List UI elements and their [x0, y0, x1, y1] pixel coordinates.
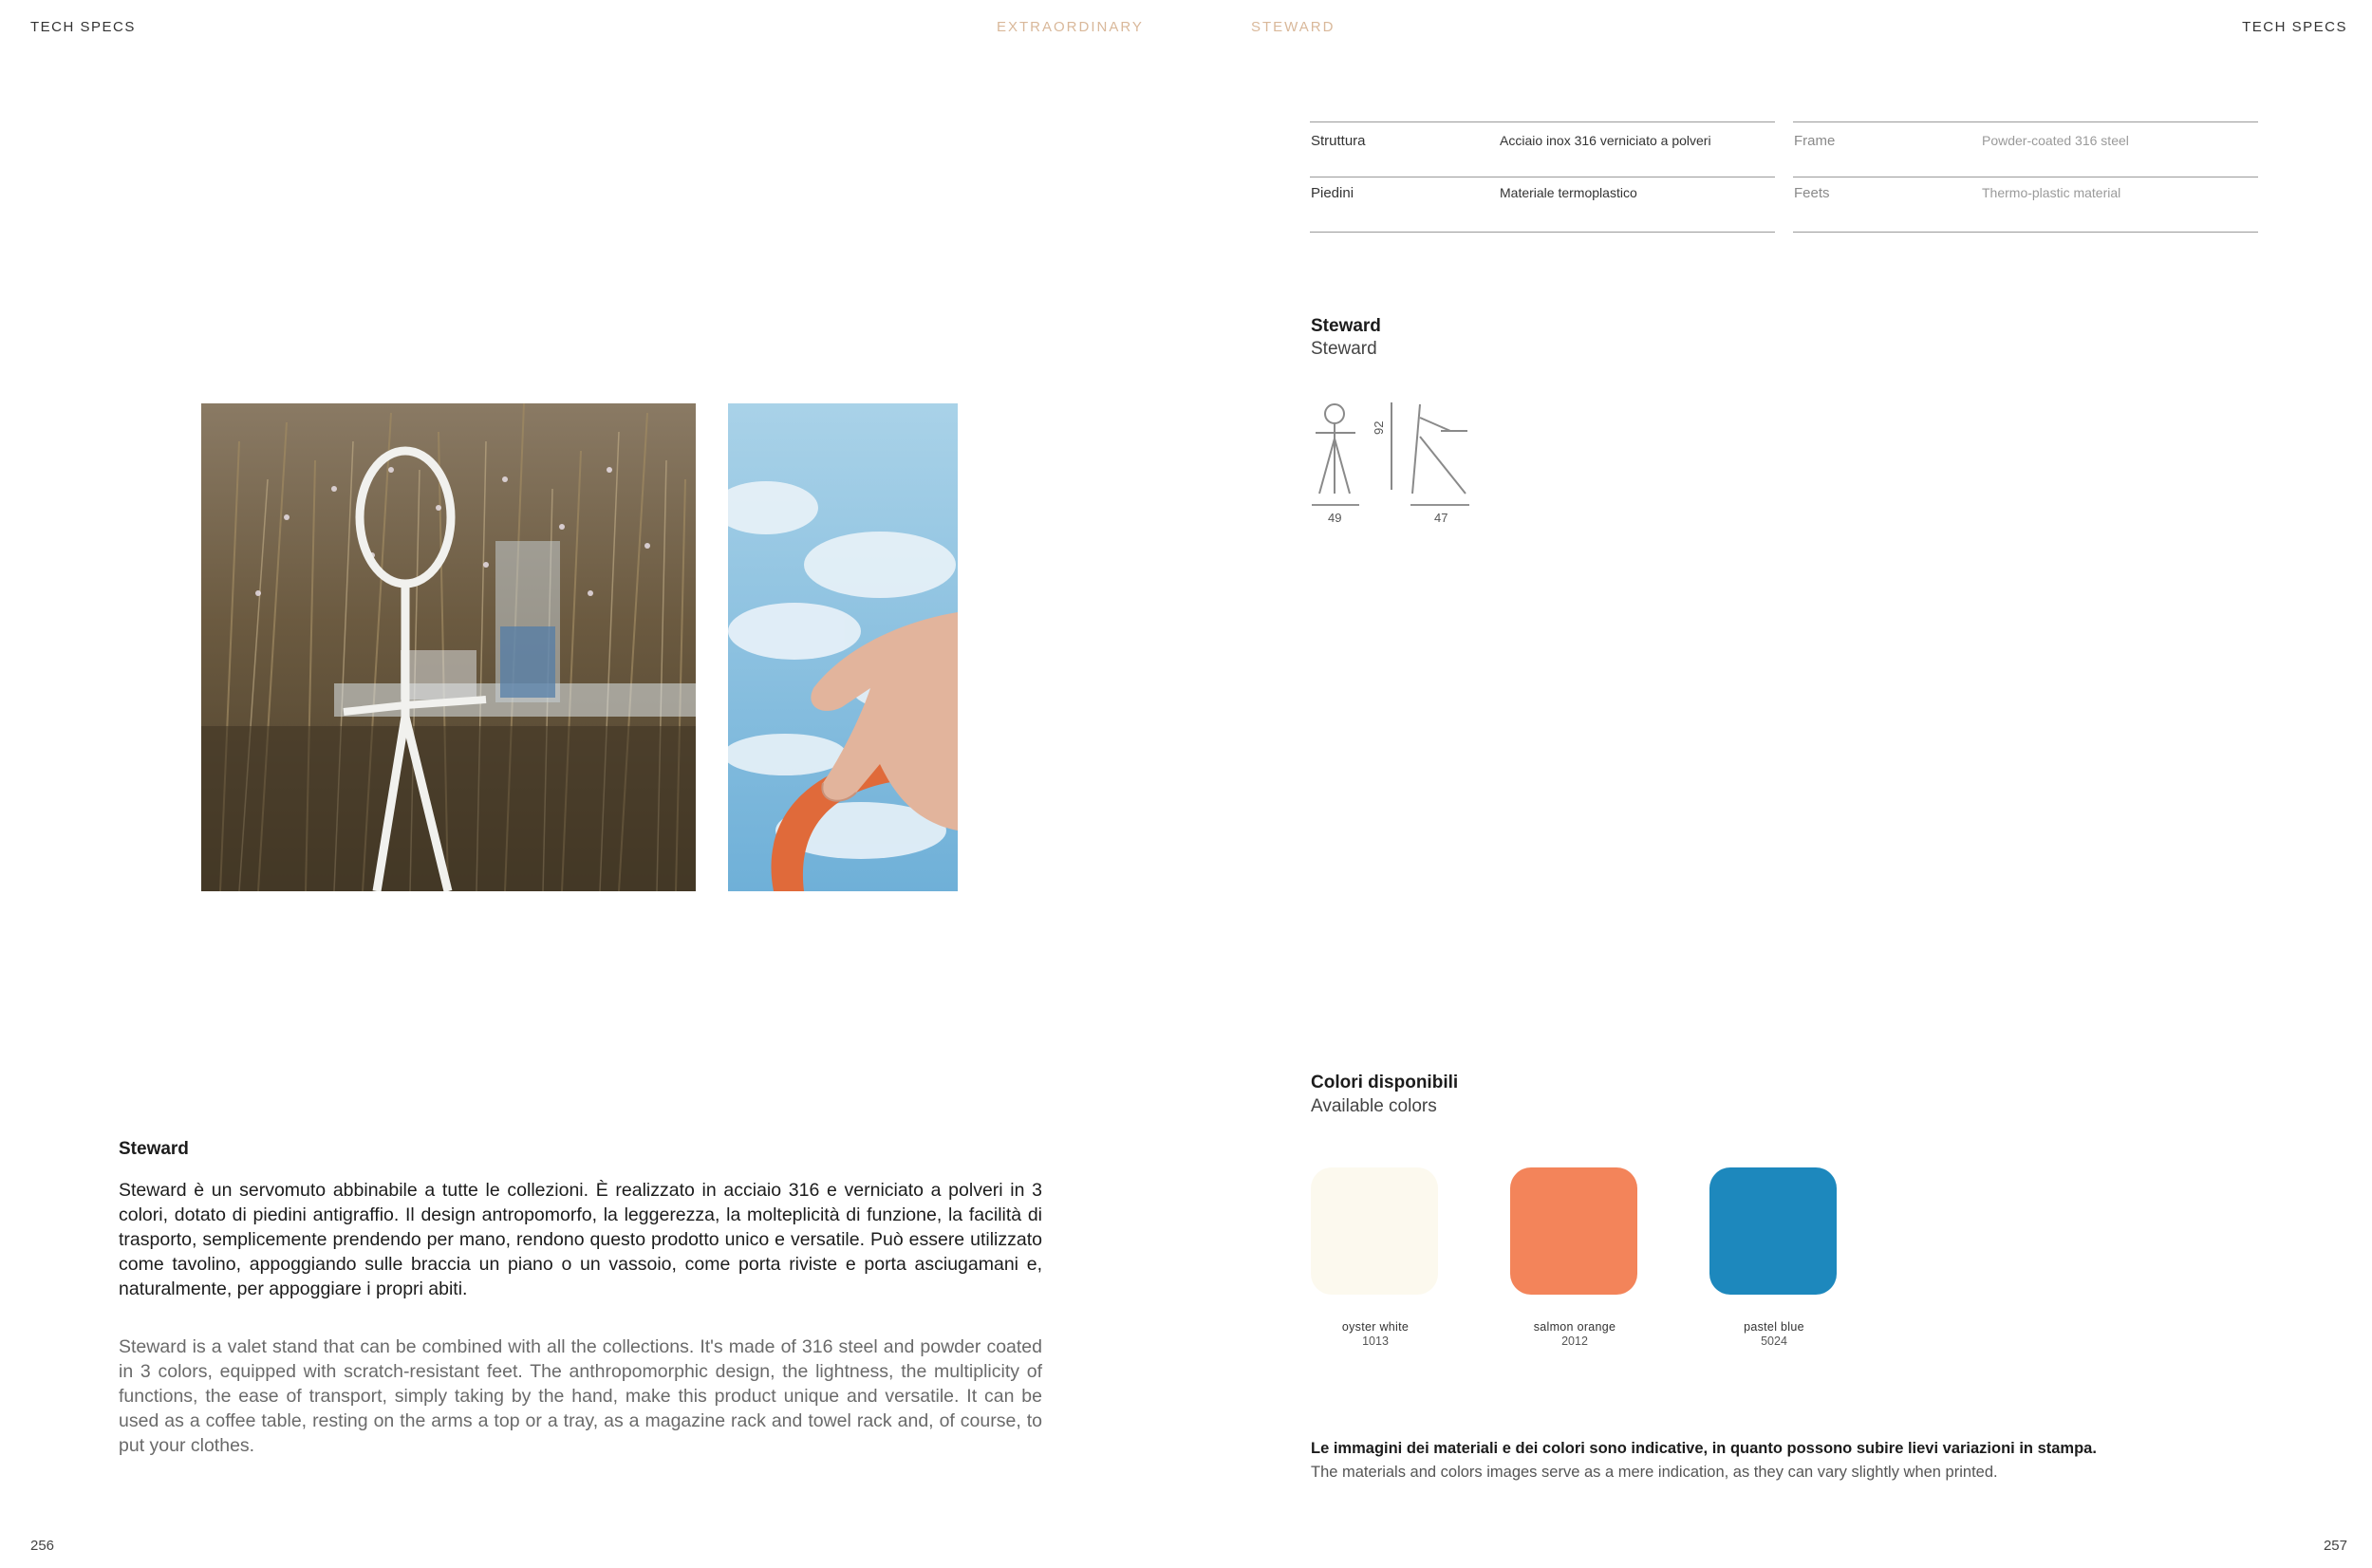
spec-label-frame-it: Struttura: [1311, 133, 1366, 149]
height-value: 92: [1372, 420, 1386, 435]
disclaimer-italian: Le immagini dei materiali e dei colori sono indicative, in quanto possono subire lievi variazioni in stampa.: [1311, 1440, 2097, 1457]
spec-value-feet-en: Thermo-plastic material: [1982, 185, 2121, 200]
swatch-salmon-orange: [1510, 1167, 1637, 1295]
running-header-right: TECH SPECS: [2242, 19, 2347, 35]
spec-label-frame-en: Frame: [1794, 133, 1836, 149]
page-number-left: 256: [30, 1538, 55, 1554]
swatch-name: salmon orange: [1533, 1320, 1616, 1334]
colors-title-en: Available colors: [1311, 1096, 1437, 1116]
depth-value: 47: [1434, 511, 1448, 525]
description-title: Steward: [119, 1139, 189, 1159]
spec-value-frame-en: Powder-coated 316 steel: [1982, 133, 2129, 148]
swatch-code: 2012: [1561, 1335, 1588, 1348]
spec-value-feet-it: Materiale termoplastico: [1500, 185, 1637, 200]
page-number-right: 257: [2323, 1538, 2347, 1554]
width-value: 49: [1328, 511, 1342, 525]
spec-rule: [1793, 121, 2258, 122]
colors-title-it: Colori disponibili: [1311, 1073, 1459, 1092]
disclaimer-english: The materials and colors images serve as a mere indication, as they can vary slightly when printed.: [1311, 1464, 1998, 1481]
swatch-name: pastel blue: [1744, 1320, 1804, 1334]
garden-product-photo: [201, 403, 696, 891]
product-name-it: Steward: [1311, 316, 1381, 336]
section-label: EXTRAORDINARY: [997, 19, 1144, 35]
spec-label-feet-en: Feets: [1794, 185, 1830, 201]
swatch-pastel-blue: [1709, 1167, 1837, 1295]
running-header-left: TECH SPECS: [30, 19, 136, 35]
spec-rule: [1793, 232, 2258, 233]
spec-label-feet-it: Piedini: [1311, 185, 1354, 201]
description-italian: Steward è un servomuto abbinabile a tutte le collezioni. È realizzato in acciaio 316 e verniciato a polveri in 3 colori, dotato di piedini antigraffio. Il design antropomorfo, la leggerezza, la molteplicità di funzione, la facilità di trasporto, semplicemente prendendo per mano, rendono questo prodotto unico e versatile. Può essere utilizzato come tavolino, appoggiando sulle braccia un piano o un vassoio, come porta riviste e porta asciugamani e, naturalmente, per appoggiare i propri abiti.: [119, 1180, 1042, 1299]
spec-rule: [1310, 232, 1775, 233]
steward-dimension-diagram: [1308, 399, 1479, 517]
spec-value-frame-it: Acciaio inox 316 verniciato a polveri: [1500, 133, 1711, 148]
swatch-oyster-white: [1311, 1167, 1438, 1295]
hand-photo-image: [728, 403, 958, 891]
garden-photo-image: [201, 403, 696, 891]
product-label: STEWARD: [1251, 19, 1335, 35]
swatch-code: 1013: [1362, 1335, 1389, 1348]
swatch-code: 5024: [1761, 1335, 1787, 1348]
spec-rule: [1310, 121, 1775, 122]
product-name-en: Steward: [1311, 339, 1377, 359]
swatch-name: oyster white: [1341, 1320, 1410, 1334]
description-english: Steward is a valet stand that can be combined with all the collections. It's made of 316 steel and powder coated in 3 colors, equipped with scratch-resistant feet. The anthropomorphic design, the lightness, the multiplicity of functions, the ease of transport, simply taking by the hand, make this product unique and versatile. It can be used as a coffee table, resting on the arms a top or a tray, as a magazine rack and towel rack and, of course, to put your clothes.: [119, 1336, 1042, 1456]
hand-detail-photo: [728, 403, 958, 891]
dimension-drawing: [1308, 399, 1479, 517]
